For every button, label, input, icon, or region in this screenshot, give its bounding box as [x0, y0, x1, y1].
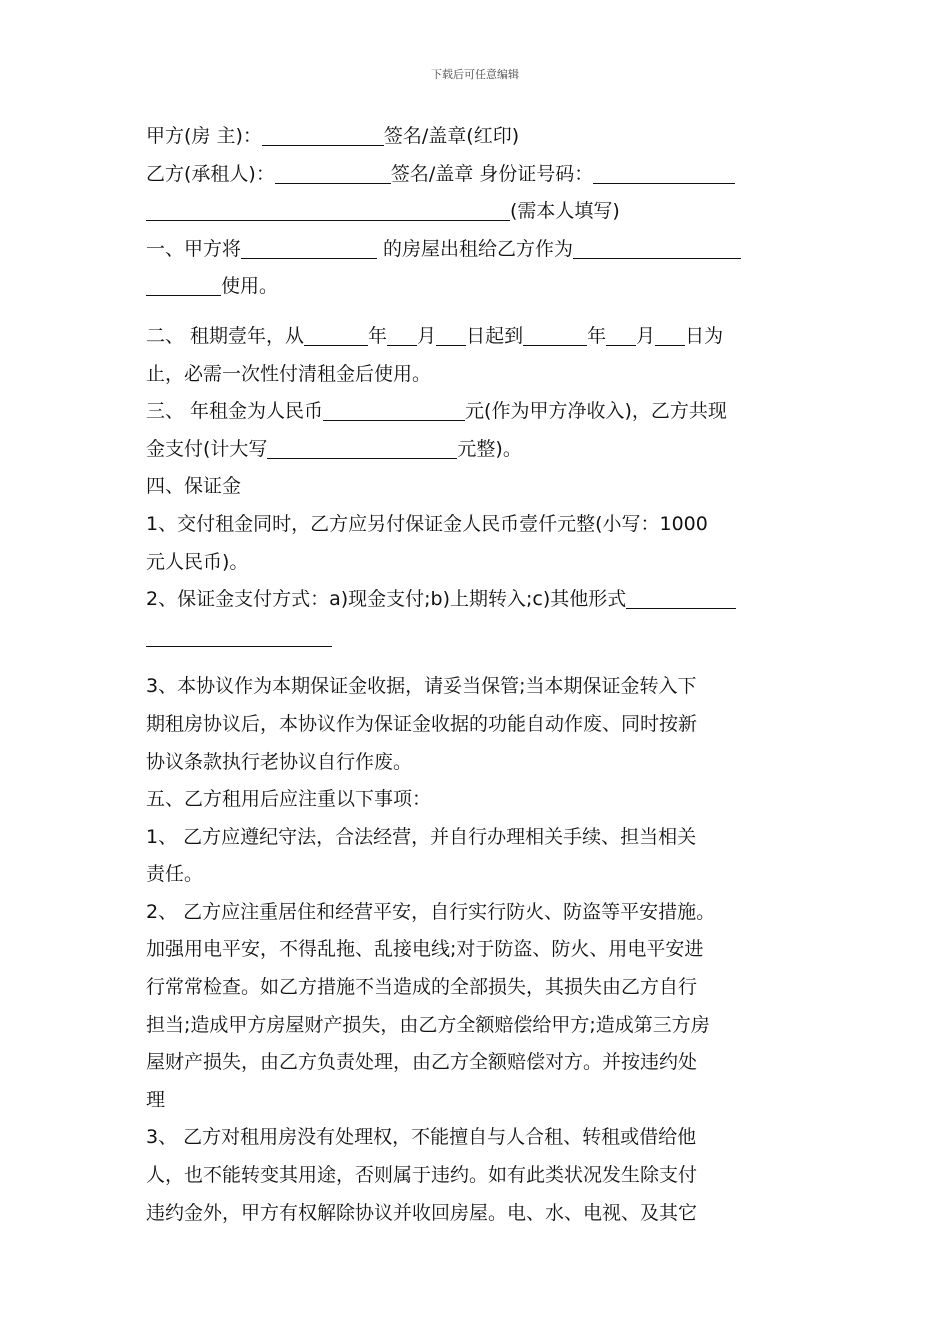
clause-1-text-c: 使用。	[221, 275, 279, 298]
start-month-blank[interactable]	[387, 321, 417, 346]
party-a-label: 甲方(房 主)：	[146, 125, 262, 147]
clause-5-3-line-1: 3、 乙方对租用房没有处理权，不能擅自与人合租、转租或借给他	[146, 1126, 697, 1149]
house-address-blank[interactable]	[241, 234, 377, 259]
clause-4-1-line-1: 1、交付租金同时，乙方应另付保证金人民币壹仟元整(小写：1000	[146, 512, 708, 535]
clause-5-2-line-4: 担当;造成甲方房屋财产损失，由乙方全额赔偿给甲方;造成第三方房	[146, 1013, 710, 1036]
other-form-blank-2[interactable]	[146, 622, 332, 647]
contract-body	[146, 118, 810, 1232]
clause-5-3-line-2: 人，也不能转变其用途，否则属于违约。如有此类状况发生除支付	[146, 1164, 698, 1187]
clause-5-2-line-6: 理	[146, 1088, 166, 1111]
month-label: 月	[417, 324, 437, 347]
end-day-blank[interactable]	[655, 321, 685, 346]
year-label: 年	[368, 324, 388, 347]
other-form-blank[interactable]	[626, 584, 736, 609]
start-day-blank[interactable]	[436, 321, 466, 346]
end-month-blank[interactable]	[606, 321, 636, 346]
party-b-label: 乙方(承租人)：	[146, 162, 275, 185]
rent-capital-blank[interactable]	[267, 434, 457, 459]
clause-5-3-line-3: 违约金外，甲方有权解除协议并收回房屋。电、水、电视、及其它	[146, 1201, 698, 1224]
clause-1-text-a: 一、甲方将	[146, 237, 242, 260]
clause-4-3-line-1: 3、本协议作为本期保证金收据，请妥当保管;当本期保证金转入下	[146, 675, 697, 698]
clause-4-1-line-2: 元人民币)。	[146, 550, 249, 573]
clause-1-text-b: 的房屋出租给乙方作为	[377, 237, 574, 260]
party-a-line	[146, 118, 810, 156]
clause-5-2-line-1: 2、 乙方应注重居住和经营平安，自行实行防火、防盗等平安措施。	[146, 900, 716, 923]
clause-3-text-c: 金支付(计大写	[146, 437, 268, 460]
usage-blank-2[interactable]	[146, 271, 221, 296]
clause-5-2-line-2: 加强用电平安，不得乱拖、乱接电线;对于防盗、防火、用电平安进	[146, 938, 704, 961]
party-b-blank[interactable]	[275, 159, 391, 184]
start-to-label: 日起到	[466, 324, 524, 347]
clause-4-heading: 四、保证金	[146, 475, 242, 498]
clause-4-3-line-2: 期租房协议后，本协议作为保证金收据的功能自动作废、同时按新	[146, 712, 698, 735]
end-day-label: 日为	[685, 324, 724, 347]
party-a-sign: 签名/盖章(红印)	[383, 125, 520, 147]
self-fill-note: (需本人填写)	[510, 200, 620, 223]
end-year-label: 年	[587, 324, 607, 347]
clause-5-1-line-1: 1、 乙方应遵纪守法，合法经营，并自行办理相关手续、担当相关	[146, 825, 697, 848]
clause-3-line-1	[146, 393, 810, 431]
clause-5-2-line-5: 屋财产损失，由乙方负责处理，由乙方全额赔偿对方。并按违约处	[146, 1051, 698, 1074]
party-b-sign: 签名/盖章 身份证号码：	[390, 162, 594, 185]
start-year-blank[interactable]	[304, 321, 368, 346]
id-number-blank-2[interactable]	[146, 196, 510, 221]
clause-5-heading: 五、乙方租用后应注重以下事项：	[146, 788, 432, 811]
id-number-blank[interactable]	[593, 159, 735, 184]
clause-5-2-line-3: 行常常检查。如乙方措施不当造成的全部损失，其损失由乙方自行	[146, 976, 698, 999]
clause-2-line-1	[146, 318, 810, 356]
clause-4-2-line-2	[146, 619, 810, 657]
clause-3-text-d: 元整)。	[457, 437, 522, 460]
page-header: 下载后可任意编辑	[431, 68, 519, 81]
clause-4-2-line-1	[146, 581, 810, 619]
clause-3-line-2	[146, 431, 810, 469]
end-month-label: 月	[636, 324, 656, 347]
clause-1-line-1	[146, 231, 810, 269]
clause-2-line-2: 止，必需一次性付清租金后使用。	[146, 362, 432, 385]
party-b-line	[146, 156, 810, 194]
annual-rent-blank[interactable]	[323, 396, 465, 421]
party-a-blank[interactable]	[262, 121, 384, 146]
clause-2-text-a: 二、 租期壹年，从	[146, 324, 305, 347]
clause-3-text-b: 元(作为甲方净收入)，乙方共现	[465, 400, 727, 423]
id-number-line	[146, 193, 810, 231]
usage-blank[interactable]	[573, 234, 741, 259]
clause-4-3-line-3: 协议条款执行老协议自行作废。	[146, 750, 413, 773]
end-year-blank[interactable]	[523, 321, 587, 346]
clause-5-1-line-2: 责任。	[146, 863, 204, 886]
clause-4-2-text: 2、保证金支付方式：a)现金支付;b)上期转入;c)其他形式	[146, 588, 627, 611]
clause-1-line-2	[146, 268, 810, 306]
clause-3-text-a: 三、 年租金为人民币	[146, 400, 324, 423]
